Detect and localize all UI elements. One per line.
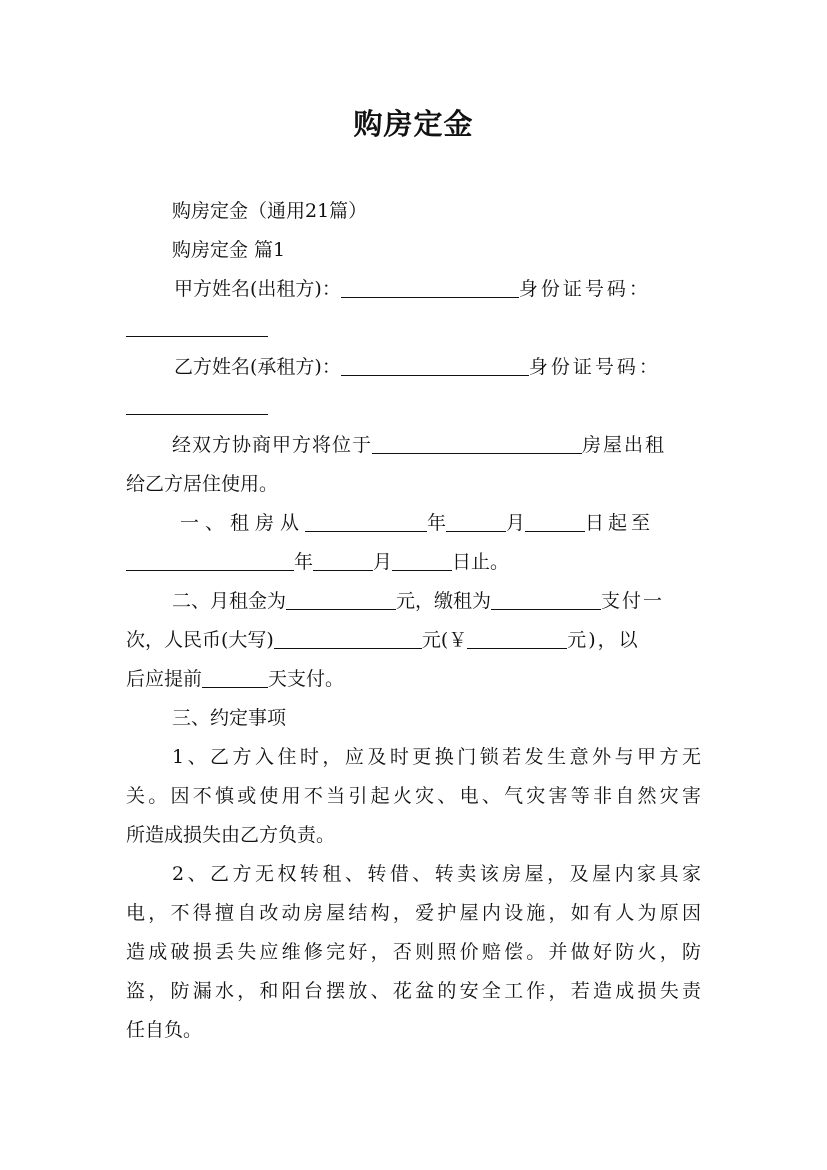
location-line — [172, 433, 701, 457]
rent-text: 二、月租金为 — [172, 590, 287, 612]
location-blank — [372, 433, 582, 454]
party-b-id-label: 身份证号码： — [528, 356, 661, 378]
term-end-day-blank — [392, 550, 452, 571]
paragraph-line: 2、乙方无权转租、转借、转卖该房屋，及屋内家具家 — [172, 863, 701, 885]
rent-line — [172, 589, 701, 613]
paragraph-line: 造成破损丢失应维修完好，否则照价赔偿。并做好防火，防 — [126, 941, 701, 963]
document-title: 购房定金 — [353, 107, 474, 141]
rent-amount-blank — [286, 589, 396, 610]
payment-period-blank — [491, 589, 601, 610]
term-text: 月 — [506, 512, 526, 534]
party-b-id-blank — [126, 394, 268, 415]
paragraph-line: 任自负。 — [126, 1019, 203, 1041]
rent-text: 后应提前 — [126, 668, 203, 690]
term-end-year-blank — [126, 550, 294, 571]
party-b-name-blank — [341, 355, 529, 376]
rent-uppercase-blank — [274, 628, 422, 649]
term-text: 一、租房从 — [180, 512, 306, 534]
term-text: 日止。 — [452, 551, 510, 573]
paragraph-line: 1、乙方入住时，应及时更换门锁若发生意外与甲方无 — [172, 746, 701, 768]
paragraph-line: 所造成损失由乙方负责。 — [126, 824, 336, 846]
rent-amount-line — [126, 628, 701, 652]
term-text: 年 — [427, 512, 447, 534]
advance-days-blank — [202, 667, 268, 688]
party-b-id-line — [126, 394, 701, 418]
paragraph-line: 关。因不慎或使用不当引起火灾、电、气灾害等非自然灾害 — [126, 785, 701, 807]
rent-text: 元，缴租为 — [396, 590, 492, 612]
paragraph-line: 给乙方居住使用。 — [126, 473, 279, 495]
term-text: 日起至 — [585, 512, 655, 534]
term-start-month-blank — [446, 511, 506, 532]
rent-text: 支付一 — [601, 590, 665, 612]
paragraph-line: 电，不得擅自改动房屋结构，爱护屋内设施，如有人为原因 — [126, 902, 701, 924]
rent-digits-blank — [467, 628, 567, 649]
party-a-id-blank — [126, 316, 268, 337]
location-text: 经双方协商甲方将位于 — [172, 434, 373, 456]
rent-text: 次，人民币(大写) — [126, 629, 274, 651]
party-a-label: 甲方姓名(出租方)： — [174, 278, 341, 300]
term-end-month-blank — [313, 550, 373, 571]
advance-line — [126, 667, 701, 691]
term-start-day-blank — [525, 511, 585, 532]
rent-text: 元)，以 — [567, 629, 640, 651]
term-end-line — [126, 550, 701, 574]
location-text-end: 房屋出租 — [582, 434, 667, 456]
paragraph-line: 盗，防漏水，和阳台摆放、花盆的安全工作，若造成损失责 — [126, 980, 701, 1002]
party-b-line — [174, 355, 701, 379]
term-text: 月 — [373, 551, 393, 573]
rent-text: 天支付。 — [268, 668, 345, 690]
term-line — [180, 511, 701, 535]
subtitle-line: 购房定金（通用21篇） — [172, 200, 368, 222]
term-text: 年 — [294, 551, 314, 573]
chapter-heading: 购房定金 篇1 — [172, 239, 286, 261]
party-b-label: 乙方姓名(承租方)： — [174, 356, 341, 378]
rent-text: 元(￥ — [421, 629, 468, 651]
party-a-id-line — [126, 316, 701, 340]
term-start-year-blank — [305, 511, 427, 532]
section-heading: 三、约定事项 — [172, 707, 287, 729]
party-a-name-blank — [341, 277, 519, 298]
party-a-line — [174, 277, 701, 301]
party-a-id-label: 身份证号码： — [518, 278, 651, 300]
